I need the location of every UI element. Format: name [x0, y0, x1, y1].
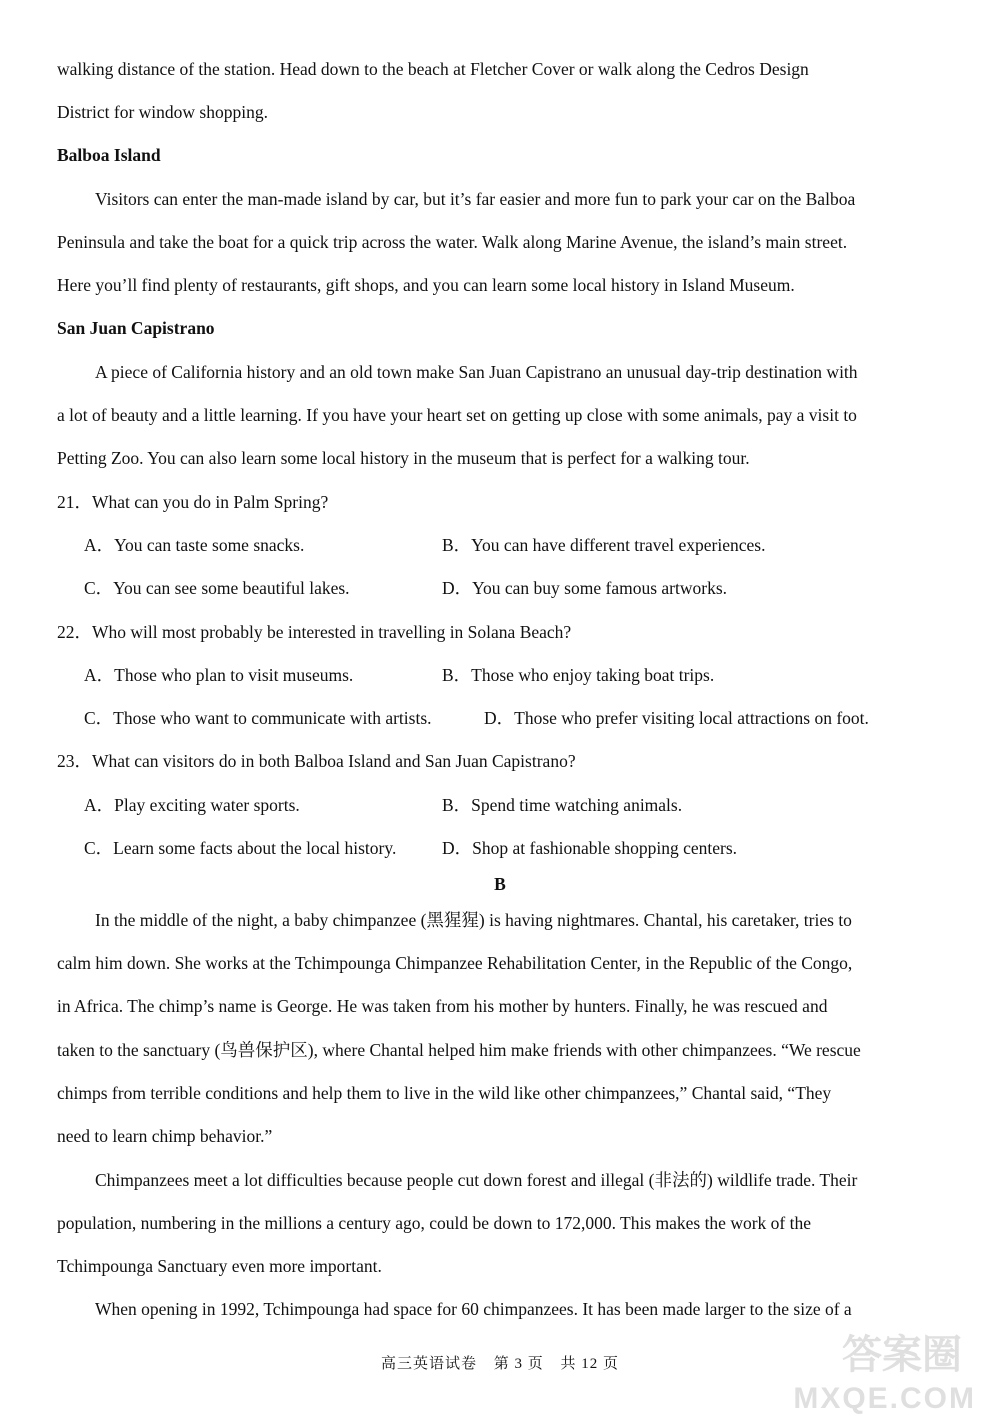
body-line: A piece of California history and an old town make San Juan Capistrano an unusual day-trip destination with — [95, 362, 858, 382]
option-a: A．Those who plan to visit museums. — [84, 665, 354, 685]
footer-total-pages: 共 12 页 — [560, 1356, 620, 1372]
footer-page-number: 第 3 页 — [493, 1356, 544, 1372]
section-heading: San Juan Capistrano — [57, 318, 215, 338]
body-line: need to learn chimp behavior.” — [57, 1126, 273, 1146]
body-line: Peninsula and take the boat for a quick trip across the water. Walk along Marine Avenue, the island’s main street. — [57, 232, 848, 252]
body-line: in Africa. The chimp’s name is George. He was taken from his mother by hunters. Finally, he was rescued and — [57, 996, 828, 1016]
body-line: taken to the sanctuary (鸟兽保护区), where Chantal helped him make friends with other chimpanzees. “We rescue — [57, 1040, 861, 1060]
option-b: B．Those who enjoy taking boat trips. — [442, 665, 715, 685]
option-d: D．Those who prefer visiting local attractions on foot. — [484, 708, 869, 728]
option-c: C．Those who want to communicate with artists. — [84, 708, 432, 728]
body-line: District for window shopping. — [57, 102, 268, 122]
body-line: a lot of beauty and a little learning. If you have your heart set on getting up close with some animals, pay a visit to — [57, 405, 857, 425]
body-line: Petting Zoo. You can also learn some local history in the museum that is perfect for a walking tour. — [57, 448, 750, 468]
option-c: C．You can see some beautiful lakes. — [84, 578, 350, 598]
body-line: calm him down. She works at the Tchimpounga Chimpanzee Rehabilitation Center, in the Republic of the Congo, — [57, 953, 853, 973]
body-line: chimps from terrible conditions and help them to live in the wild like other chimpanzees,” Chantal said, “They — [57, 1083, 832, 1103]
question-stem: 22．Who will most probably be interested in travelling in Solana Beach? — [57, 622, 572, 642]
passage-heading: B — [494, 874, 506, 894]
body-line: population, numbering in the millions a century ago, could be down to 172,000. This makes the work of the — [57, 1213, 811, 1233]
watermark-bottom-text: MXQE.COM — [793, 1382, 976, 1415]
option-a: A．Play exciting water sports. — [84, 795, 300, 815]
watermark-top-text: 答案圈 — [842, 1332, 962, 1378]
body-line: walking distance of the station. Head down to the beach at Fletcher Cover or walk along the Cedros Design — [57, 59, 809, 79]
body-line: When opening in 1992, Tchimpounga had space for 60 chimpanzees. It has been made larger to the size of a — [95, 1299, 852, 1319]
watermark-logo — [782, 1330, 982, 1420]
option-d: D．You can buy some famous artworks. — [442, 578, 727, 598]
section-heading: Balboa Island — [57, 145, 161, 165]
body-line: Here you’ll find plenty of restaurants, gift shops, and you can learn some local history in Island Museum. — [57, 275, 795, 295]
option-b: B．You can have different travel experiences. — [442, 535, 766, 555]
question-stem: 21．What can you do in Palm Spring? — [57, 492, 329, 512]
option-d: D．Shop at fashionable shopping centers. — [442, 838, 738, 858]
body-line: In the middle of the night, a baby chimpanzee (黑猩猩) is having nightmares. Chantal, his caretaker, tries to — [95, 910, 852, 930]
body-line: Chimpanzees meet a lot difficulties because people cut down forest and illegal (非法的) wildlife trade. Their — [95, 1170, 858, 1190]
option-c: C．Learn some facts about the local history. — [84, 838, 397, 858]
option-a: A．You can taste some snacks. — [84, 535, 305, 555]
footer-exam-title: 高三英语试卷 — [380, 1356, 477, 1372]
body-line: Tchimpounga Sanctuary even more important. — [57, 1256, 382, 1276]
body-line: Visitors can enter the man-made island by car, but it’s far easier and more fun to park your car on the Balboa — [95, 189, 856, 209]
option-b: B．Spend time watching animals. — [442, 795, 683, 815]
question-stem: 23．What can visitors do in both Balboa Island and San Juan Capistrano? — [57, 751, 576, 771]
